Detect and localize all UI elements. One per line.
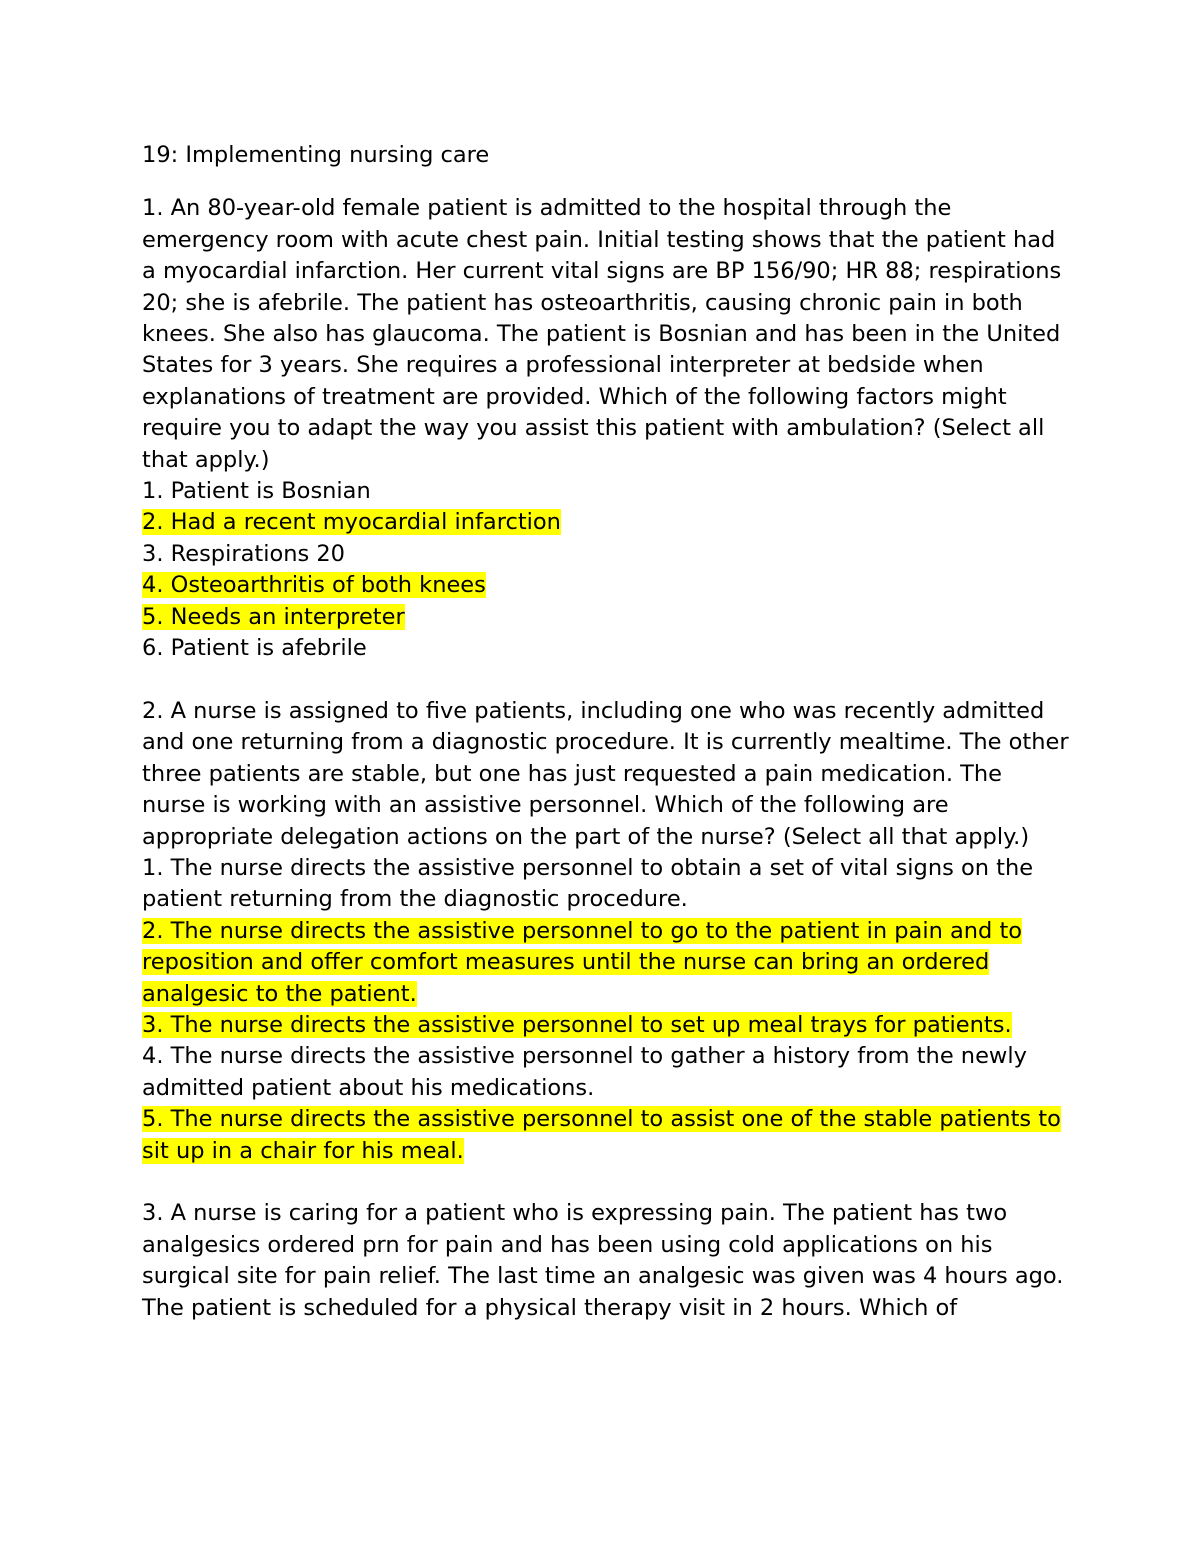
option-text: 6. Patient is afebrile xyxy=(142,635,367,662)
answer-option xyxy=(142,539,1072,570)
answer-option-highlighted xyxy=(142,602,1072,633)
option-text: 2. Had a recent myocardial infarction xyxy=(142,509,561,536)
option-text: 3. The nurse directs the assistive personnel to set up meal trays for patients. xyxy=(142,1011,1012,1038)
answer-option xyxy=(142,853,1072,916)
option-text: 5. Needs an interpreter xyxy=(142,603,405,630)
answer-option-highlighted xyxy=(142,1010,1072,1041)
answer-option-highlighted xyxy=(142,570,1072,601)
answer-option xyxy=(142,476,1072,507)
question-1 xyxy=(142,193,1072,664)
answer-option xyxy=(142,633,1072,664)
paragraph-gap xyxy=(142,665,1072,696)
question-stem: 3. A nurse is caring for a patient who is expressing pain. The patient has two analgesics ordered prn for pain and has been using cold applications on his surgical site for pain relief. The last time an analgesic was given was 4 hours ago. The patient is scheduled for a physical therapy visit in 2 hours. Which of xyxy=(142,1200,1064,1321)
question-3 xyxy=(142,1198,1072,1324)
answer-option xyxy=(142,1041,1072,1104)
document-body xyxy=(142,140,1072,1324)
option-text: 1. The nurse directs the assistive personnel to obtain a set of vital signs on the patient returning from the diagnostic procedure. xyxy=(142,854,1034,913)
option-text: 2. The nurse directs the assistive personnel to go to the patient in pain and to reposition and offer comfort measures until the nurse can bring an ordered analgesic to the patient. xyxy=(142,917,1023,1007)
answer-option-highlighted xyxy=(142,507,1072,538)
answer-option-highlighted xyxy=(142,916,1072,1010)
option-text: 4. The nurse directs the assistive personnel to gather a history from the newly admitted patient about his medications. xyxy=(142,1043,1027,1101)
option-text: 4. Osteoarthritis of both knees xyxy=(142,572,486,599)
paragraph-gap xyxy=(142,1167,1072,1198)
document-title: 19: Implementing nursing care xyxy=(142,142,490,168)
question-2 xyxy=(142,696,1072,1167)
question-stem: 1. An 80-year-old female patient is admitted to the hospital through the emergency room with acute chest pain. Initial testing shows that the patient had a myocardial infarction. Her current vital signs are BP 156/90; HR 88; respirations 20; she is afebrile. The patient has osteoarthritis, causing chronic pain in both knees. She also has glaucoma. The patient is Bosnian and has been in the United States for 3 years. She requires a professional interpreter at bedside when explanations of treatment are provided. Which of the following factors might require you to adapt the way you assist this patient with ambulation? (Select all that apply.) xyxy=(142,195,1062,473)
question-stem: 2. A nurse is assigned to five patients, including one who was recently admitted and one returning from a diagnostic procedure. It is currently mealtime. The other three patients are stable, but one has just requested a pain medication. The nurse is working with an assistive personnel. Which of the following are appropriate delegation actions on the part of the nurse? (Select all that apply.) xyxy=(142,697,1069,850)
option-text: 3. Respirations 20 xyxy=(142,540,345,567)
option-text: 5. The nurse directs the assistive personnel to assist one of the stable patients to sit up in a chair for his meal. xyxy=(142,1106,1061,1164)
answer-option-highlighted xyxy=(142,1104,1072,1167)
option-text: 1. Patient is Bosnian xyxy=(142,478,371,505)
